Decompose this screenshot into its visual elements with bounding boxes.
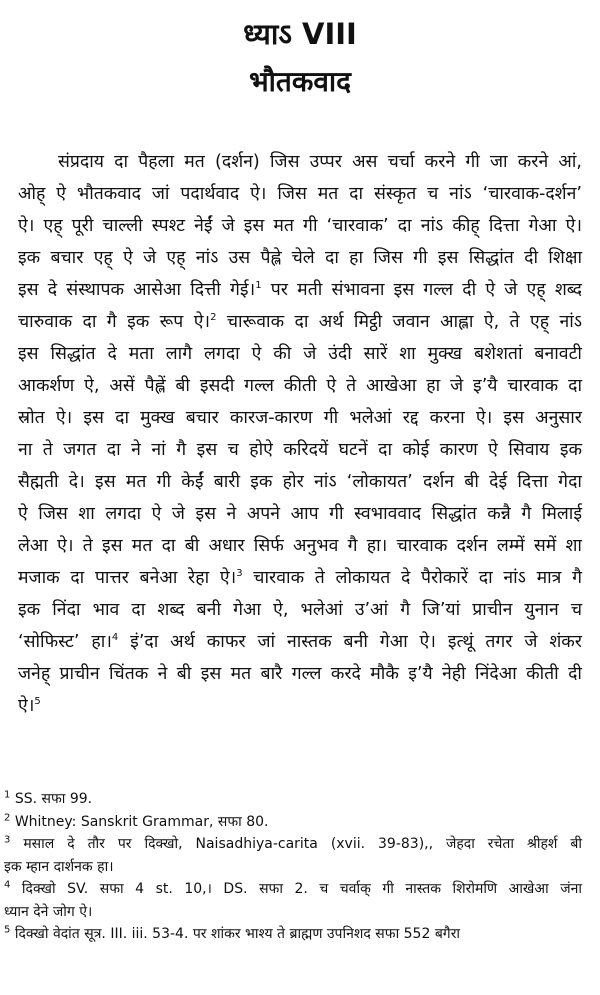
body-line (18, 246, 582, 270)
line-text: इक निंदा भाव दा शब्द बनी गेआ ऐ, भलेआं उ’आं गै जि’यां प्राचीन युनान च (18, 600, 582, 620)
body-line (18, 470, 582, 494)
footnote-ref: 4 (111, 632, 119, 644)
body-line (58, 150, 582, 174)
chapter-number: ध्याऽ VIII (243, 17, 357, 51)
footnote-line (4, 902, 582, 922)
body-line (18, 374, 582, 398)
line-text: संप्रदाय दा पैहला मत (दर्शन) जिस उप्पर अस चर्चा करने गी जा करने आं, (58, 152, 582, 172)
body-line (18, 214, 582, 238)
footnote-line (4, 857, 582, 877)
line-text: इस सिद्धांत दे मता लागै लगदा ऐ की जे उंदी सारें शा मुक्ख बशेशतां बनावटी (18, 344, 582, 364)
line-text: इं’दा अर्थ काफर जां नास्तक बनी गेआ ऐ। इत्थूं तगर जे शंकर (118, 632, 582, 652)
line-text: चारूवाक दा अर्थ मिट्ठी जवान आह्ला ऐ, ते एह् नांऽ (216, 312, 582, 332)
line-text: स्रोत ऐ। इस दा मुक्ख बचार कारज-कारण गी भलेआं रद्द करना ऐ। इस अनुसार (18, 408, 582, 428)
footnote-ref: 1 (255, 280, 262, 292)
line-text: ‘सोफिस्ट’ हा। (18, 632, 112, 652)
line-text: मजाक दा पात्तर बनेआ रेहा ऐ। (18, 568, 237, 588)
line-text: पर मती संभावना इस गल्ल दी ऐ जे एह् शब्द (261, 280, 582, 300)
footnote-text: SS. सफा 99. (14, 791, 93, 807)
footnote-number: 2 (4, 811, 11, 823)
line-text: जनेह् प्राचीन चिंतक ने बी इस मत बारै गल्ल करदे मौकै इ’यै नेही निंदेआ कीती दी (18, 664, 582, 684)
footnote-number: 3 (4, 834, 11, 846)
body-line (18, 342, 582, 366)
footnote-text: Whitney: Sanskrit Grammar, सफा 80. (14, 813, 269, 830)
body-line (18, 598, 582, 622)
footnote-text: मसाल दे तौर पर दिक्खो, Naisadhiya-carita (xvii. 39-83),, जेहदा रचेता श्रीहर्श बी (23, 836, 583, 852)
footnote-number: 4 (4, 879, 11, 891)
line-text: ऐ। (18, 696, 35, 716)
line-text: इक बचार एह् ऐ जे एह् नांऽ उस पैह्ले चेले दा हा जिस गी इस सिद्धांत दी शिक्षा (18, 248, 582, 268)
footnote-text: ध्यान देने जोग ऐ। (4, 903, 93, 920)
footnote-line (4, 834, 582, 854)
line-text: सैह्मती दे। इस मत गी केईं बारी इक होर नांऽ ‘लोकायत’ दर्शन बी देई दित्ता गेदा (18, 472, 582, 492)
footnote-number: 1 (4, 789, 11, 801)
line-text: चारुवाक दा गै इक रूप ऐ। (18, 312, 211, 332)
chapter-title: भौतकवाद (248, 65, 352, 98)
footnote-text: दिक्खो SV. सफा 4 st. 10,। DS. सफा 2. च चर्वाक् गी नास्तक शिरोमणि आखेआ जंना (21, 881, 582, 897)
line-text: इस दे संस्थापक आसेआ दित्ती गेई। (18, 280, 256, 300)
body-line (18, 438, 582, 462)
body-line (18, 630, 582, 654)
footnote-number: 5 (4, 924, 11, 936)
footnote-ref: 2 (210, 312, 217, 324)
footnote-line (4, 879, 582, 899)
footnote-text: इक म्हान दार्शनक हा। (4, 858, 114, 875)
footnote-ref: 5 (34, 696, 41, 708)
body-line (18, 534, 582, 558)
line-text: ओह् ऐ भौतकवाद जां पदार्थवाद ऐ। जिस मत दा संस्कृत च नांऽ ‘चारवाक-दर्शन’ (18, 184, 582, 204)
body-line (18, 182, 582, 206)
line-text: ऐ जिस शा लगदा ऐ जे इस ने अपने आप गी स्वभाववाद सिद्धांत कन्नै गै मिलाई (18, 504, 582, 524)
body-line (18, 406, 582, 430)
body-line (18, 502, 582, 526)
line-text: ना ते जगत दा ने नां गै इस च होऐ करिदयें घटनें दा कोई कारण ऐ सिवाय इक (18, 440, 582, 460)
line-text: लेआ ऐ। ते इस मत दा बी अधार सिर्फ अनुभव गै हा। चारवाक दर्शन लम्में समें शा (18, 536, 582, 556)
footnote-line (4, 924, 582, 944)
line-text: ऐ। एह् पूरी चाल्ली स्पश्ट नेईं जे इस मत गी ‘चारवाक’ दा नांऽ कीह् दित्ता गेआ ऐ। (18, 216, 582, 236)
footnote-line (4, 789, 582, 809)
body-line (18, 694, 582, 718)
line-text: आकर्शण ऐ, असें पैह्लें बी इसदी गल्ल कीती ऐ ते आखेआ हा जे इ’यै चारवाक दा (18, 376, 582, 396)
footnote-ref: 3 (236, 568, 243, 580)
line-text: चारवाक ते लोकायत दे पैरोकारें दा नांऽ मात्र गै (242, 568, 582, 588)
body-line (18, 662, 582, 686)
body-line (18, 310, 582, 334)
footnote-line (4, 812, 582, 832)
body-line (18, 278, 582, 302)
body-line (18, 566, 582, 590)
footnote-text: दिक्खो वेदांत सूत्र. III. iii. 53-4. पर शांकर भाश्य ते ब्राह्मण उपनिशद सफा 552 बगैरा (14, 926, 461, 942)
